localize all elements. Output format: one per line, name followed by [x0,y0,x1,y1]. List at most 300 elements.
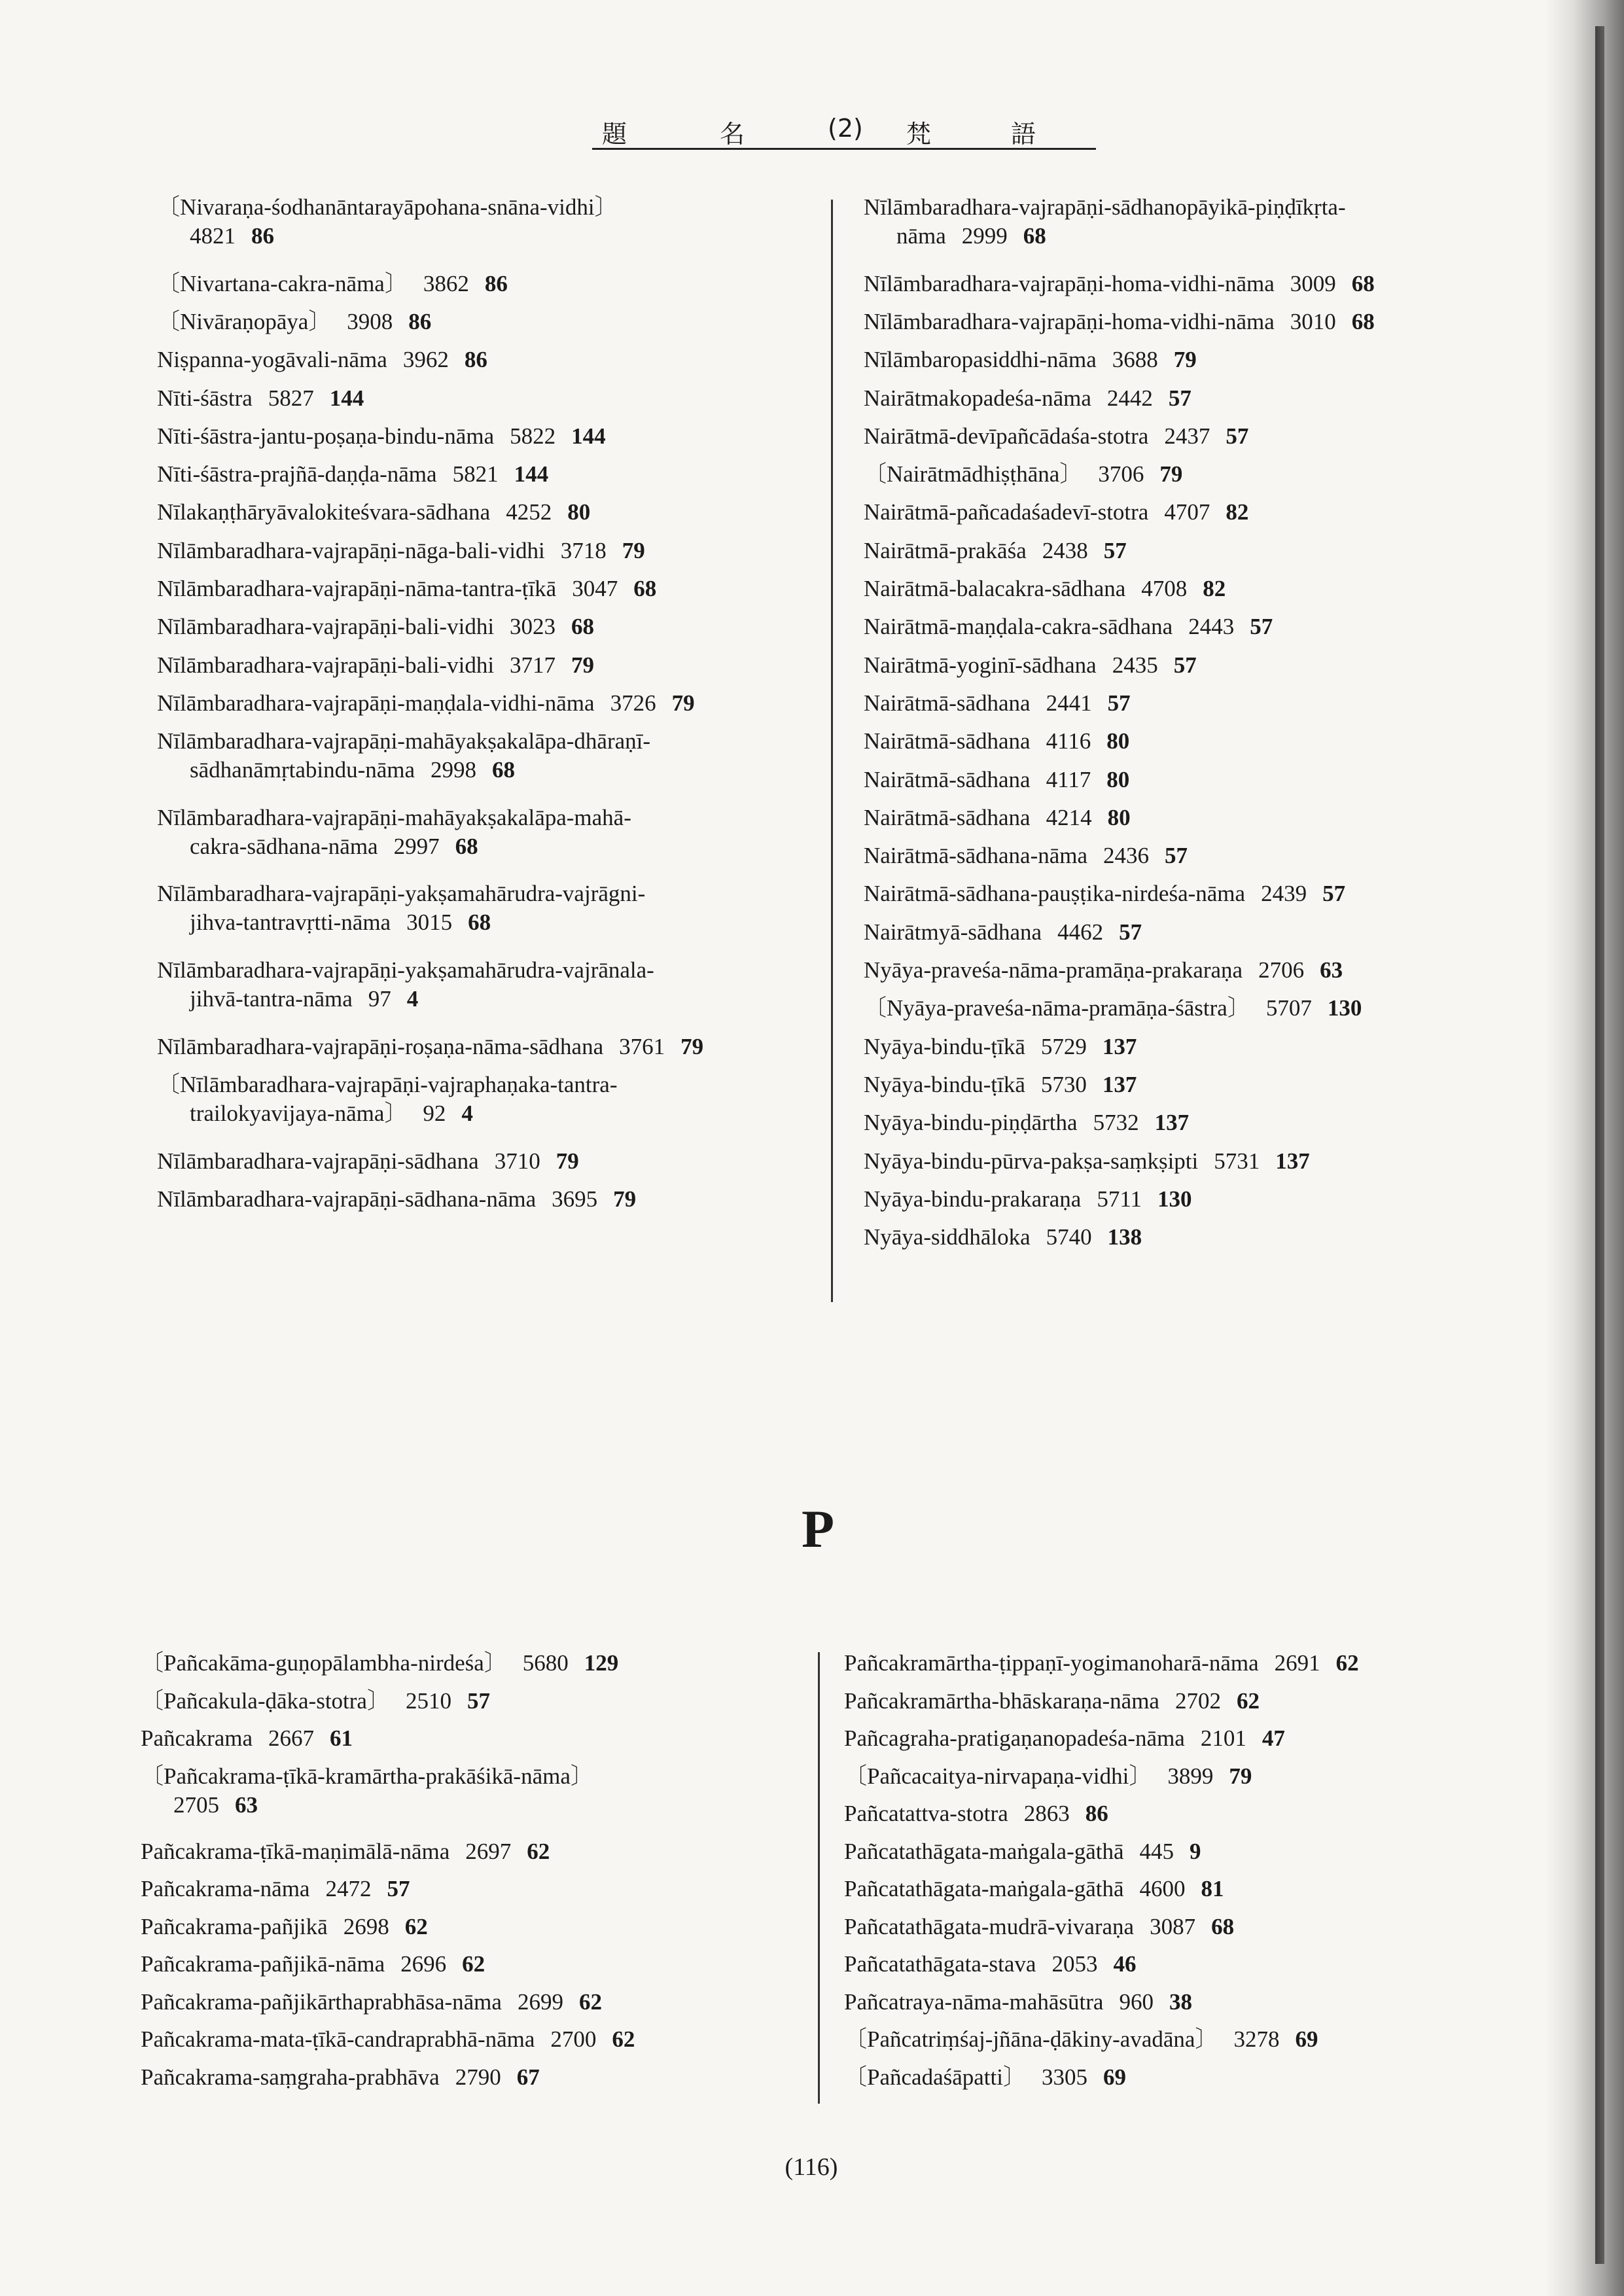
index-entry [864,308,1375,336]
entry-title: Pañcakramārtha-bhāskaraṇa-nāma [844,1687,1159,1714]
index-entry [157,727,650,785]
entry-title: Nīti-śāstra-jantu-poṣaṇa-bindu-nāma [157,423,495,449]
index-entry [141,1837,550,1866]
entry-catalog-number: 3009 [1290,270,1336,296]
index-entry [157,308,431,336]
index-entry [844,1724,1285,1753]
entry-page-number: 79 [556,1148,579,1174]
entry-page-number: 68 [633,576,657,601]
section-letter-p: P [802,1499,835,1559]
entry-page-number: 80 [1106,766,1130,792]
entry-title: Nīlāmbaradhara-vajrapāṇi-sādhana-nāma [157,1186,537,1212]
header-vol: (2) [828,114,863,143]
index-entry [141,1649,618,1678]
entry-title: Nairātmā-maṇḍala-cakra-sādhana [864,614,1173,640]
header-title-1: 題 [602,120,627,149]
entry-title: Nairātmā-devīpañcādaśa-stotra [864,423,1149,449]
entry-title: Nairātmā-sādhana [864,804,1031,830]
entry-title: Pañcagraha-pratigaṇanopadeśa-nāma [844,1725,1185,1751]
entry-title: Nīlāmbaradhara-vajrapāṇi-yakṣamahārudra-vajrānala- [157,957,654,983]
entry-page-number: 79 [671,690,695,716]
entry-catalog-number: 3010 [1290,308,1336,334]
entry-title: Pañcakrama-ṭīkā-maṇimālā-nāma [141,1838,450,1864]
index-entry [864,804,1131,832]
index-entry [844,2025,1318,2054]
entry-catalog-number: 4214 [1046,804,1092,830]
entry-catalog-number: 3278 [1233,2026,1280,2052]
entry-title: Pañcakrama-pañjikā-nāma [141,1951,385,1977]
entry-page-number: 9 [1190,1838,1201,1864]
entry-page-number: 62 [1335,1650,1359,1676]
entry-catalog-number: 97 [368,986,391,1012]
entry-title: Nīlāmbaradhara-vajrapāṇi-roṣaṇa-nāma-sādhana [157,1033,604,1059]
index-entry [864,1108,1189,1137]
entry-page-number: 62 [578,1988,602,2015]
entry-page-number: 138 [1107,1224,1142,1250]
entry-page-number: 79 [1173,347,1197,373]
index-entry [157,1185,636,1214]
entry-catalog-number: 2439 [1261,881,1307,907]
index-entry [864,727,1129,756]
index-entry [844,1988,1192,2017]
entry-page-number: 62 [1236,1687,1260,1714]
entry-page-number: 144 [514,461,549,487]
entry-page-number: 38 [1169,1988,1192,2015]
column-divider-n [831,200,833,1302]
entry-catalog-number: 2697 [465,1838,512,1864]
index-entry [864,422,1248,451]
entry-title: Nīlāmbaradhara-vajrapāṇi-mahāyakṣakalāpa-mahā- [157,804,631,830]
entry-page-number: 80 [567,499,591,525]
entry-catalog-number: 5732 [1093,1110,1139,1136]
entry-catalog-number: 2435 [1112,652,1158,678]
entry-catalog-number: 3761 [619,1033,665,1059]
entry-title: Nīlāmbaradhara-vajrapāṇi-mahāyakṣakalāpa-dhāraṇī- [157,728,651,754]
entry-title: 〔Pañcatriṃśaj-jñāna-ḍākiny-avadāna〕 [844,2026,1218,2052]
entry-page-number: 137 [1102,1071,1137,1097]
index-entry [157,345,487,374]
entry-page-number: 79 [571,652,595,678]
index-entry [864,384,1192,413]
entry-title: 〔Pañcacaitya-nirvapaṇa-vidhi〕 [844,1763,1152,1789]
index-entry [141,1724,353,1753]
index-entry [157,651,594,680]
index-entry [141,2063,540,2092]
entry-title-continuation: sādhanāmṛtabindu-nāma 2998 68 [190,757,516,783]
entry-page-number: 82 [1226,499,1249,525]
entry-catalog-number: 2698 [343,1913,389,1939]
entry-page-number: 79 [1229,1763,1252,1789]
entry-catalog-number: 3908 [347,308,393,334]
entry-page-number: 4 [461,1100,473,1126]
index-entry [157,804,631,861]
entry-catalog-number: 2667 [268,1725,315,1751]
entry-page-number: 62 [612,2026,635,2052]
page-edge-shadow [1545,0,1624,2296]
index-entry [864,1147,1310,1176]
entry-catalog-number: 3688 [1112,347,1158,373]
entry-title: Nyāya-praveśa-nāma-pramāṇa-prakaraṇa [864,957,1243,983]
entry-title: Nīlāmbaradhara-vajrapāṇi-nāga-bali-vidhi [157,537,545,563]
header-title-2: 名 [720,120,745,149]
index-entry [141,1875,410,1903]
entry-catalog-number: 4462 [1057,919,1104,945]
entry-page-number: 57 [1322,881,1346,907]
entry-page-number: 86 [464,347,487,373]
entry-catalog-number: 2706 [1258,957,1305,983]
entry-title: Nyāya-bindu-ṭīkā [864,1033,1025,1059]
entry-title: Nīlāmbaradhara-vajrapāṇi-sādhanopāyikā-piṇḍīkṛta- [864,194,1346,220]
entry-title: Nairātmyā-sādhana [864,919,1042,945]
index-entry [844,1799,1108,1828]
entry-page-number: 4 [406,986,419,1012]
entry-catalog-number: 3305 [1041,2064,1087,2090]
entry-page-number: 47 [1262,1725,1285,1751]
entry-page-number: 57 [1107,690,1131,716]
index-entry [157,689,695,718]
entry-catalog-number: 2443 [1188,614,1235,640]
entry-page-number: 144 [571,423,606,449]
entry-page-number: 57 [1119,919,1142,945]
index-entry [864,841,1188,870]
entry-title: Nairātmā-prakāśa [864,537,1027,563]
entry-catalog-number: 5711 [1097,1186,1142,1212]
index-entry [864,879,1345,908]
entry-catalog-number: 5729 [1040,1033,1087,1059]
entry-page-number: 57 [387,1876,410,1901]
entry-page-number: 68 [1023,223,1046,249]
index-entry [844,1687,1260,1716]
index-entry [141,1687,490,1716]
entry-title-continuation [157,222,618,251]
entry-title: Nairātmā-sādhana-pauṣṭika-nirdeśa-nāma [864,881,1246,907]
entry-page-number: 86 [251,223,274,249]
entry-page-number: 129 [584,1650,619,1676]
entry-catalog-number: 2999 [961,223,1008,249]
entry-catalog-number: 2702 [1174,1687,1221,1714]
index-entry [864,1185,1192,1214]
entry-catalog-number: 5731 [1214,1148,1260,1174]
entry-title: Nīlāmbaradhara-vajrapāṇi-homa-vidhi-nāma [864,308,1275,334]
index-column-n-left [157,193,811,1338]
entry-catalog-number: 2863 [1023,1801,1070,1826]
entry-page-number: 62 [404,1913,428,1939]
entry-title: Niṣpanna-yogāvali-nāma [157,347,387,373]
entry-title: Nīlāmbaradhara-vajrapāṇi-nāma-tantra-ṭīkā [157,576,557,601]
entry-catalog-number: 2696 [400,1951,447,1977]
entry-catalog-number: 4708 [1141,576,1188,601]
entry-title: Nyāya-bindu-ṭīkā [864,1071,1025,1097]
entry-catalog-number: 3862 [423,270,469,296]
entry-page-number: 137 [1154,1110,1190,1136]
entry-title: Pañcakrama-saṃgraha-prabhāva [141,2064,440,2090]
entry-catalog-number: 5707 [1265,995,1312,1021]
index-entry [864,270,1375,298]
index-entry [157,384,364,413]
entry-catalog-number: 5680 [522,1650,569,1676]
index-entry [157,270,508,298]
index-entry [864,1070,1137,1099]
index-entry [141,1988,602,2017]
entry-title: Pañcatattva-stotra [844,1801,1008,1826]
index-entry [864,994,1362,1023]
entry-catalog-number: 4252 [506,499,552,525]
entry-catalog-number: 3087 [1150,1913,1196,1939]
entry-catalog-number: 4707 [1164,499,1210,525]
entry-catalog-number: 3717 [510,652,556,678]
entry-catalog-number: 3706 [1098,461,1144,487]
entry-title: Pañcakrama-pañjikārthaprabhāsa-nāma [141,1988,502,2015]
entry-page-number: 80 [1106,728,1130,754]
header-title-3: 梵 [906,120,932,149]
entry-title: 〔Nivaraṇa-śodhanāntarayāpohana-snāna-vidhi〕 [157,194,618,220]
index-entry [157,574,656,603]
entry-page-number: 79 [680,1033,704,1059]
entry-page-number: 68 [468,910,491,936]
entry-page-number: 144 [329,385,364,411]
entry-catalog-number: 2998 [431,757,477,783]
index-entry [844,2063,1126,2092]
header-title-4: 語 [1011,120,1036,149]
page-number: (116) [785,2153,838,2181]
index-column-p-right [844,1649,1551,2107]
entry-title: Nīlāmbaradhara-vajrapāṇi-maṇḍala-vidhi-nāma [157,690,595,716]
entry-catalog-number: 3047 [572,576,618,601]
index-entry [157,498,590,527]
entry-page-number: 61 [330,1725,353,1751]
index-entry [141,1950,485,1979]
entry-title: Pañcakrama-pañjikā [141,1913,328,1939]
entry-catalog-number: 5821 [452,461,499,487]
entry-title: 〔Nivāraṇopāya〕 [157,308,332,334]
entry-page-number: 57 [1103,537,1127,563]
entry-page-number: 137 [1275,1148,1310,1174]
entry-catalog-number: 2442 [1106,385,1153,411]
entry-title: Pañcatraya-nāma-mahāsūtra [844,1988,1104,2015]
entry-title: Pañcatathāgata-maṅgala-gāthā [844,1838,1124,1864]
index-entry [157,612,594,641]
index-entry [864,460,1182,489]
index-entry [864,537,1127,565]
entry-page-number: 82 [1203,576,1226,601]
entry-title: Pañcakramārtha-ṭippaṇī-yogimanoharā-nāma [844,1650,1259,1676]
entry-catalog-number: 960 [1119,1988,1154,2015]
entry-title: Pañcakrama-nāma [141,1876,310,1901]
entry-title: Nyāya-bindu-piṇḍārtha [864,1110,1078,1136]
entry-title: Nīlakaṇṭhāryāvalokiteśvara-sādhana [157,499,491,525]
entry-title-continuation: jihva-tantravṛtti-nāma 3015 68 [190,910,491,936]
entry-title: Nīlāmbaradhara-vajrapāṇi-bali-vidhi [157,614,495,640]
entry-page-number: 57 [1226,423,1249,449]
entry-catalog-number: 5822 [510,423,556,449]
index-entry [844,1875,1224,1903]
entry-page-number: 68 [455,833,478,859]
entry-page-number: 79 [613,1186,637,1212]
entry-title: Nairātmā-yoginī-sādhana [864,652,1097,678]
index-entry [141,1913,428,1941]
entry-catalog-number: 2472 [325,1876,372,1901]
entry-title: Nyāya-bindu-prakaraṇa [864,1186,1082,1212]
index-entry [157,422,606,451]
entry-title: 〔Pañcadaśāpatti〕 [844,2064,1026,2090]
entry-title: Nairātmā-sādhana [864,766,1031,792]
entry-catalog-number: 2691 [1274,1650,1320,1676]
entry-catalog-number: 4600 [1139,1876,1186,1901]
index-entry [864,651,1197,680]
entry-page-number: 137 [1102,1033,1137,1059]
entry-catalog-number: 92 [423,1100,446,1126]
entry-catalog-number: 5730 [1040,1071,1087,1097]
entry-page-number: 81 [1201,1876,1224,1901]
entry-catalog-number: 2997 [393,833,440,859]
index-entry [157,537,645,565]
entry-title: Nyāya-siddhāloka [864,1224,1031,1250]
entry-catalog-number: 5827 [268,385,314,411]
entry-page-number: 57 [1168,385,1192,411]
entry-catalog-number: 2700 [550,2026,597,2052]
index-entry [864,193,1346,251]
index-entry [844,1649,1359,1678]
entry-title: Nīlāmbaradhara-vajrapāṇi-yakṣamahārudra-vajrāgni- [157,881,646,907]
entry-catalog-number: 2436 [1103,843,1150,869]
entry-title: Nairātmā-sādhana [864,690,1031,716]
entry-catalog-number: 3015 [406,910,453,936]
entry-page-number: 86 [484,270,508,296]
entry-page-number: 57 [1165,843,1188,869]
entry-title: Nairātmā-pañcadaśadevī-stotra [864,499,1149,525]
entry-title: Nīlāmbaropasiddhi-nāma [864,347,1097,373]
entry-catalog-number: 2510 [405,1687,451,1714]
entry-title: 〔Pañcakula-ḍāka-stotra〕 [141,1687,390,1714]
entry-catalog-number: 4117 [1046,766,1091,792]
entry-title: Nīlāmbaradhara-vajrapāṇi-homa-vidhi-nāma [864,270,1275,296]
index-entry [157,193,618,251]
entry-title: Pañcatathāgata-mudrā-vivaraṇa [844,1913,1135,1939]
page-header [592,110,1096,150]
entry-catalog-number: 3718 [560,537,607,563]
entry-catalog-number: 2441 [1046,690,1092,716]
entry-title: 〔Pañcakrama-ṭīkā-kramārtha-prakāśikā-nāma〕 [141,1763,593,1789]
entry-title: Pañcakrama [141,1725,253,1751]
entry-page-number: 69 [1295,2026,1318,2052]
entry-page-number: 68 [1351,270,1375,296]
entry-page-number: 80 [1107,804,1131,830]
index-entry [864,766,1129,794]
entry-catalog-number: 3962 [402,347,449,373]
index-entry [157,1147,579,1176]
page-edge-binding [1595,26,1604,2264]
entry-catalog-number: 2790 [455,2064,501,2090]
entry-catalog-number: 3899 [1167,1763,1214,1789]
index-entry [864,1033,1137,1061]
entry-title: 〔Nyāya-praveśa-nāma-pramāṇa-śāstra〕 [864,995,1250,1021]
entry-title: 〔Nairātmādhiṣṭhāna〕 [864,461,1083,487]
entry-page-number: 86 [1085,1801,1108,1826]
entry-title: Nīlāmbaradhara-vajrapāṇi-bali-vidhi [157,652,495,678]
entry-catalog-number: 2438 [1042,537,1088,563]
index-entry [844,1913,1234,1941]
index-entry [141,1762,593,1820]
entry-title-continuation: jihvā-tantra-nāma 97 4 [190,986,419,1012]
entry-catalog-number: 2705 [173,1792,219,1818]
entry-catalog-number: 3695 [552,1186,598,1212]
entry-page-number: 63 [235,1792,258,1818]
entry-catalog-number: 4821 [190,223,236,249]
index-entry [864,918,1142,947]
entry-page-number: 68 [1351,308,1375,334]
index-entry [864,612,1273,641]
entry-page-number: 57 [1173,652,1197,678]
entry-title: Nairātmā-balacakra-sādhana [864,576,1126,601]
index-entry [864,1223,1142,1252]
entry-page-number: 68 [571,614,595,640]
entry-catalog-number: 4116 [1046,728,1091,754]
index-column-n-right [864,193,1544,1338]
index-entry [157,879,645,937]
index-entry [864,956,1343,985]
index-entry [844,1837,1201,1866]
entry-page-number: 68 [1211,1913,1235,1939]
entry-title-continuation: cakra-sādhana-nāma 2997 68 [190,833,478,859]
entry-catalog-number: 5740 [1046,1224,1092,1250]
entry-title: 〔Pañcakāma-guṇopālambha-nirdeśa〕 [141,1650,507,1676]
entry-page-number: 130 [1157,1186,1192,1212]
index-entry [157,1070,618,1128]
index-entry [864,689,1131,718]
entry-title: Pañcakrama-mata-ṭīkā-candraprabhā-nāma [141,2026,535,2052]
entry-page-number: 57 [1250,614,1273,640]
entry-catalog-number: 2699 [517,1988,563,2015]
entry-title: 〔Nīlāmbaradhara-vajrapāṇi-vajraphaṇaka-tantra- [157,1071,618,1097]
entry-title: Nīti-śāstra [157,385,253,411]
index-entry [864,574,1226,603]
index-entry [141,2025,635,2054]
entry-page-number: 86 [408,308,432,334]
column-divider-p [818,1652,820,2104]
entry-page-number: 130 [1327,995,1362,1021]
entry-page-number: 62 [527,1838,550,1864]
entry-page-number: 79 [1159,461,1183,487]
entry-catalog-number: 3726 [610,690,656,716]
entry-title: Pañcatathāgata-stava [844,1951,1036,1977]
entry-page-number: 79 [622,537,645,563]
entry-page-number: 67 [516,2064,540,2090]
entry-title: 〔Nivartana-cakra-nāma〕 [157,270,408,296]
entry-title-continuation: trailokyavijaya-nāma〕 92 4 [190,1100,473,1126]
entry-title-continuation [141,1791,593,1820]
entry-catalog-number: 3023 [510,614,556,640]
entry-catalog-number: 445 [1139,1838,1174,1864]
entry-title: Nairātmakopadeśa-nāma [864,385,1091,411]
index-entry [157,956,654,1014]
index-entry [157,460,548,489]
index-column-p-left [141,1649,802,2107]
entry-page-number: 69 [1103,2064,1126,2090]
index-entry [864,498,1248,527]
entry-catalog-number: 3710 [494,1148,540,1174]
entry-page-number: 68 [492,757,516,783]
entry-title: Nyāya-bindu-pūrva-pakṣa-saṃkṣipti [864,1148,1199,1174]
entry-title: Nairātmā-sādhana-nāma [864,843,1088,869]
entry-catalog-number: 2437 [1164,423,1210,449]
index-entry [844,1762,1252,1791]
entry-title-continuation: nāma 2999 68 [896,223,1046,249]
entry-title: Nīti-śāstra-prajñā-daṇḍa-nāma [157,461,437,487]
entry-title: Nīlāmbaradhara-vajrapāṇi-sādhana [157,1148,479,1174]
entry-page-number: 46 [1113,1951,1137,1977]
index-entry [157,1033,703,1061]
entry-page-number: 63 [1320,957,1343,983]
